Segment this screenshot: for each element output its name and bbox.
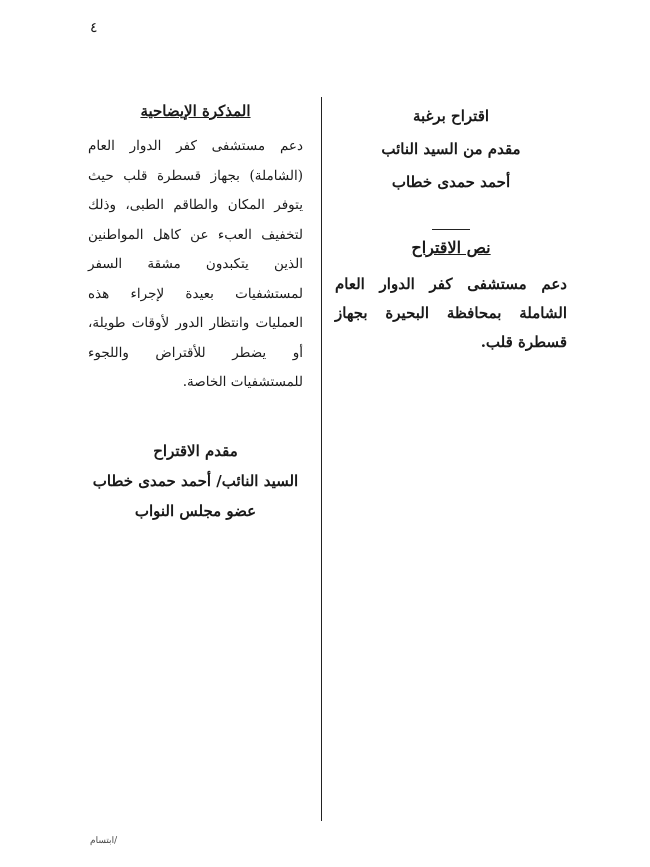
- submitter-role: عضو مجلس النواب: [134, 501, 257, 520]
- proposal-type: اقتراح برغبة: [412, 107, 490, 125]
- memo-text: دعم مستشفى كفر الدوار العام (الشاملة) بجهاز قسطرة قلب حيث يتوفر المكان والطاقم الطبى، وذلك لتخفيف العبء عن كاهل المواطنين الذين يتكبدون مشقة السفر لمستشفيات بعيدة لإجراء هذه العمليات وانتظار الدور لأوقات طويلة، أو يضطر للأقتراض واللجوء للمستشفيات الخاصة.: [88, 138, 303, 390]
- column-divider: [321, 97, 322, 821]
- memo-title: المذكرة الإيضاحية: [140, 102, 251, 120]
- proposal-section-title: نص الاقتراح: [411, 238, 491, 257]
- proposal-presented-by: مقدم من السيد النائب: [381, 140, 521, 158]
- submitter-label: مقدم الاقتراح: [153, 441, 238, 460]
- short-rule: [432, 229, 470, 230]
- footer-initials: /ابتسام: [90, 836, 118, 846]
- proposal-text: دعم مستشفى كفر الدوار العام الشاملة بمحافظة البحيرة بجهاز قسطرة قلب.: [335, 275, 567, 351]
- page-number: ٤: [90, 20, 98, 36]
- proposal-deputy-name: أحمد حمدى خطاب: [391, 173, 511, 191]
- memo-column: [88, 100, 303, 526]
- proposal-column: [335, 100, 567, 357]
- submitter-name: السيد النائب/ أحمد حمدى خطاب: [92, 471, 299, 490]
- submitter-block: [88, 436, 303, 526]
